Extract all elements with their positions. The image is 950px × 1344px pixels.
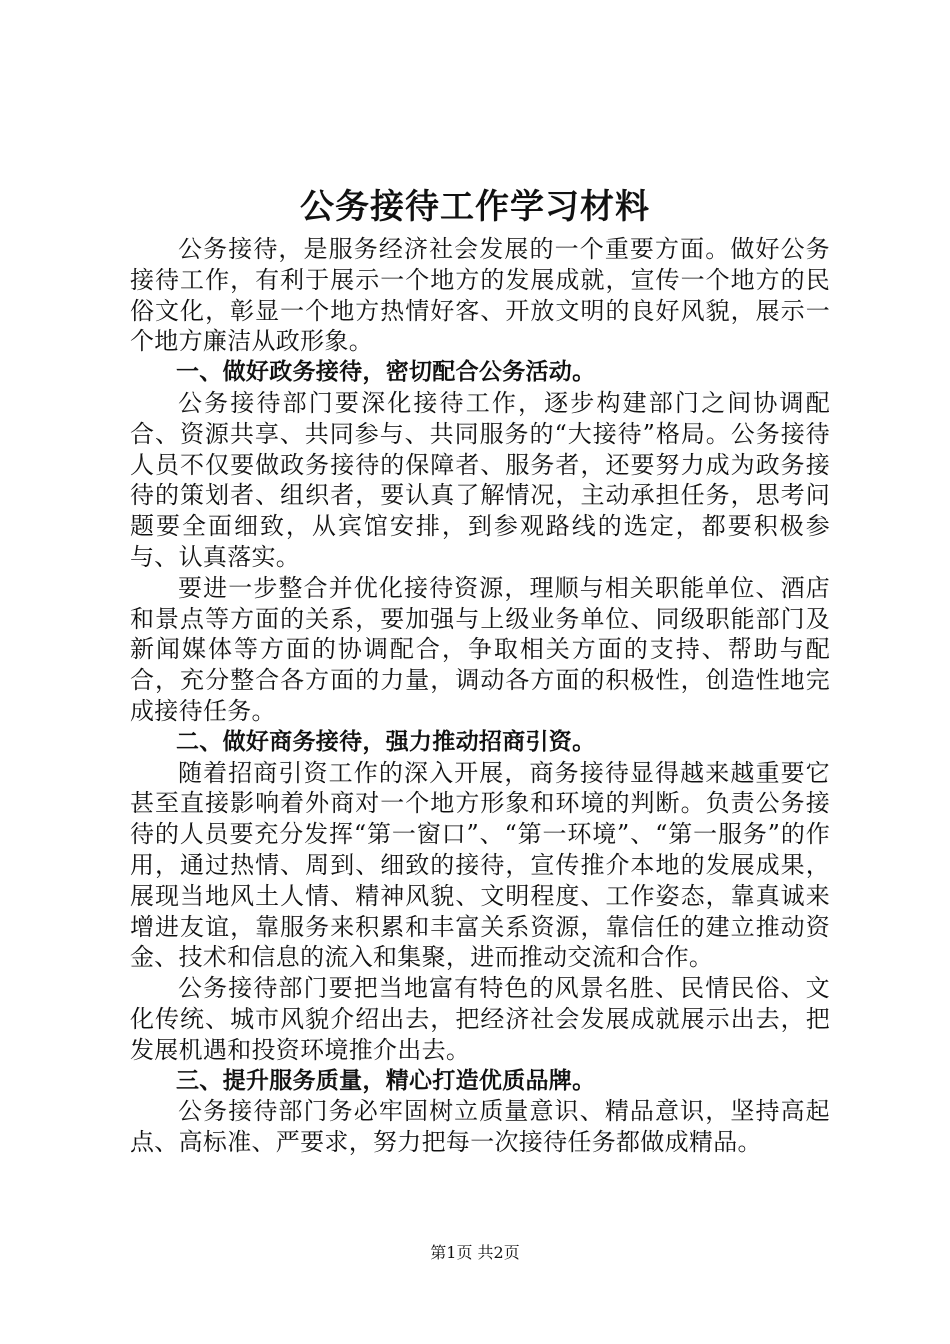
paragraph-section2-a: 随着招商引资工作的深入开展，商务接待显得越来越重要它甚至直接影响着外商对一个地方形象和环境的判断。负责公务接待的人员要充分发挥“第一窗口”、“第一环境”、“第一服务”的作用，通过热情、周到、细致的接待，宣传推介本地的发展成果，展现当地风土人情、精神风貌、文明程度、工作姿态，靠真诚来增进友谊，靠服务来积累和丰富关系资源，靠信任的建立推动资金、技术和信息的流入和集聚，进而推动交流和合作。 bbox=[130, 758, 830, 972]
document-title: 公务接待工作学习材料 bbox=[300, 187, 650, 227]
paragraph-intro: 公务接待，是服务经济社会发展的一个重要方面。做好公务接待工作，有利于展示一个地方的发展成就，宣传一个地方的民俗文化，彰显一个地方热情好客、开放文明的良好风貌，展示一个地方廉洁从政形象。 bbox=[130, 235, 830, 356]
section-heading-1: 一、做好政务接待，密切配合公务活动。 bbox=[176, 359, 596, 386]
paragraph-section3-a: 公务接待部门务必牢固树立质量意识、精品意识，坚持高起点、高标准、严要求，努力把每一次接待任务都做成精品。 bbox=[130, 1097, 830, 1157]
page-footer: 第1页 共2页 bbox=[430, 1243, 520, 1262]
paragraph-section2-b: 公务接待部门要把当地富有特色的风景名胜、民情民俗、文化传统、城市风貌介绍出去，把经济社会发展成就展示出去，把发展机遇和投资环境推介出去。 bbox=[130, 974, 830, 1064]
paragraph-section1-a: 公务接待部门要深化接待工作，逐步构建部门之间协调配合、资源共享、共同参与、共同服务的“大接待”格局。公务接待人员不仅要做政务接待的保障者、服务者，还要努力成为政务接待的策划者、组织者，要认真了解情况，主动承担任务，思考问题要全面细致，从宾馆安排，到参观路线的选定，都要积极参与、认真落实。 bbox=[130, 388, 830, 571]
section-heading-3: 三、提升服务质量，精心打造优质品牌。 bbox=[176, 1067, 596, 1094]
paragraph-section1-b: 要进一步整合并优化接待资源，理顺与相关职能单位、酒店和景点等方面的关系，要加强与上级业务单位、同级职能部门及新闻媒体等方面的协调配合，争取相关方面的支持、帮助与配合，充分整合各方面的力量，调动各方面的积极性，创造性地完成接待任务。 bbox=[130, 573, 830, 725]
section-heading-2: 二、做好商务接待，强力推动招商引资。 bbox=[176, 728, 596, 755]
document-body bbox=[130, 234, 830, 1158]
